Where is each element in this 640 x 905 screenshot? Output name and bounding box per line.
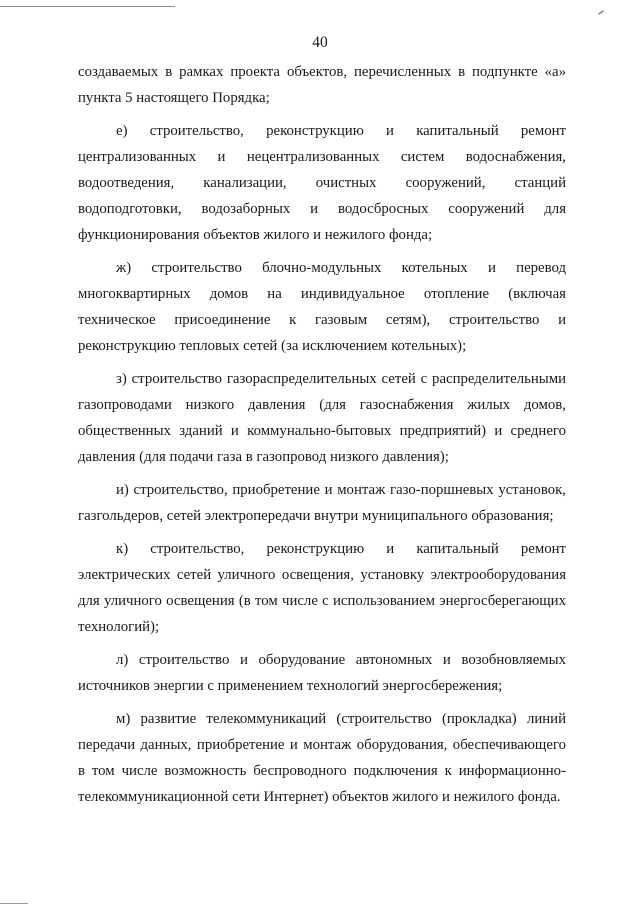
list-item-z: з) строительство газораспределительных сетей с распределительными газопроводами низкого давления (для газоснабжения жилых домов, общественных зданий и коммунально-бытовых предприятий) и среднего давления (для подачи газа в газопровод низкого давления);: [78, 371, 566, 465]
list-item-zh: ж) строительство блочно-модульных котельных и перевод многоквартирных домов на индивидуальное отопление (включая техническое присоединение к газовым сетям), строительство и реконструкцию тепловых сетей (за исключением котельных);: [78, 260, 566, 354]
list-item-i: и) строительство, приобретение и монтаж газо-поршневых установок, газгольдеров, сетей электропередачи внутри муниципального образования;: [78, 482, 566, 524]
list-item-m: м) развитие телекоммуникаций (строительство (прокладка) линий передачи данных, приобретение и монтаж оборудования, обеспечивающего в том числе возможность беспроводного подключения к информационно-телекоммуникационной сети Интернет) объектов жилого и нежилого фонда.: [78, 711, 566, 805]
list-item-e: е) строительство, реконструкцию и капитальный ремонт централизованных и нецентрализованных систем водоснабжения, водоотведения, канализации, очистных сооружений, станций водоподготовки, водозаборных и водосбросных сооружений для функционирования объектов жилого и нежилого фонда;: [78, 123, 566, 243]
paragraph-continuation: создаваемых в рамках проекта объектов, перечисленных в подпункте «а» пункта 5 настоящего Порядка;: [78, 64, 566, 106]
page-number: 40: [312, 34, 328, 51]
list-item-l: л) строительство и оборудование автономных и возобновляемых источников энергии с применением технологий энергосбережения;: [78, 652, 566, 694]
scan-artifact-bottom-line: [0, 903, 28, 904]
scan-artifact-top-line: [0, 6, 175, 7]
scan-artifact-top-mark: [598, 10, 603, 14]
list-item-k: к) строительство, реконструкцию и капитальный ремонт электрических сетей уличного освещения, установку электрооборудования для уличного освещения (в том числе с использованием энергосберегающих технологий);: [78, 541, 566, 635]
document-body: [78, 59, 566, 810]
